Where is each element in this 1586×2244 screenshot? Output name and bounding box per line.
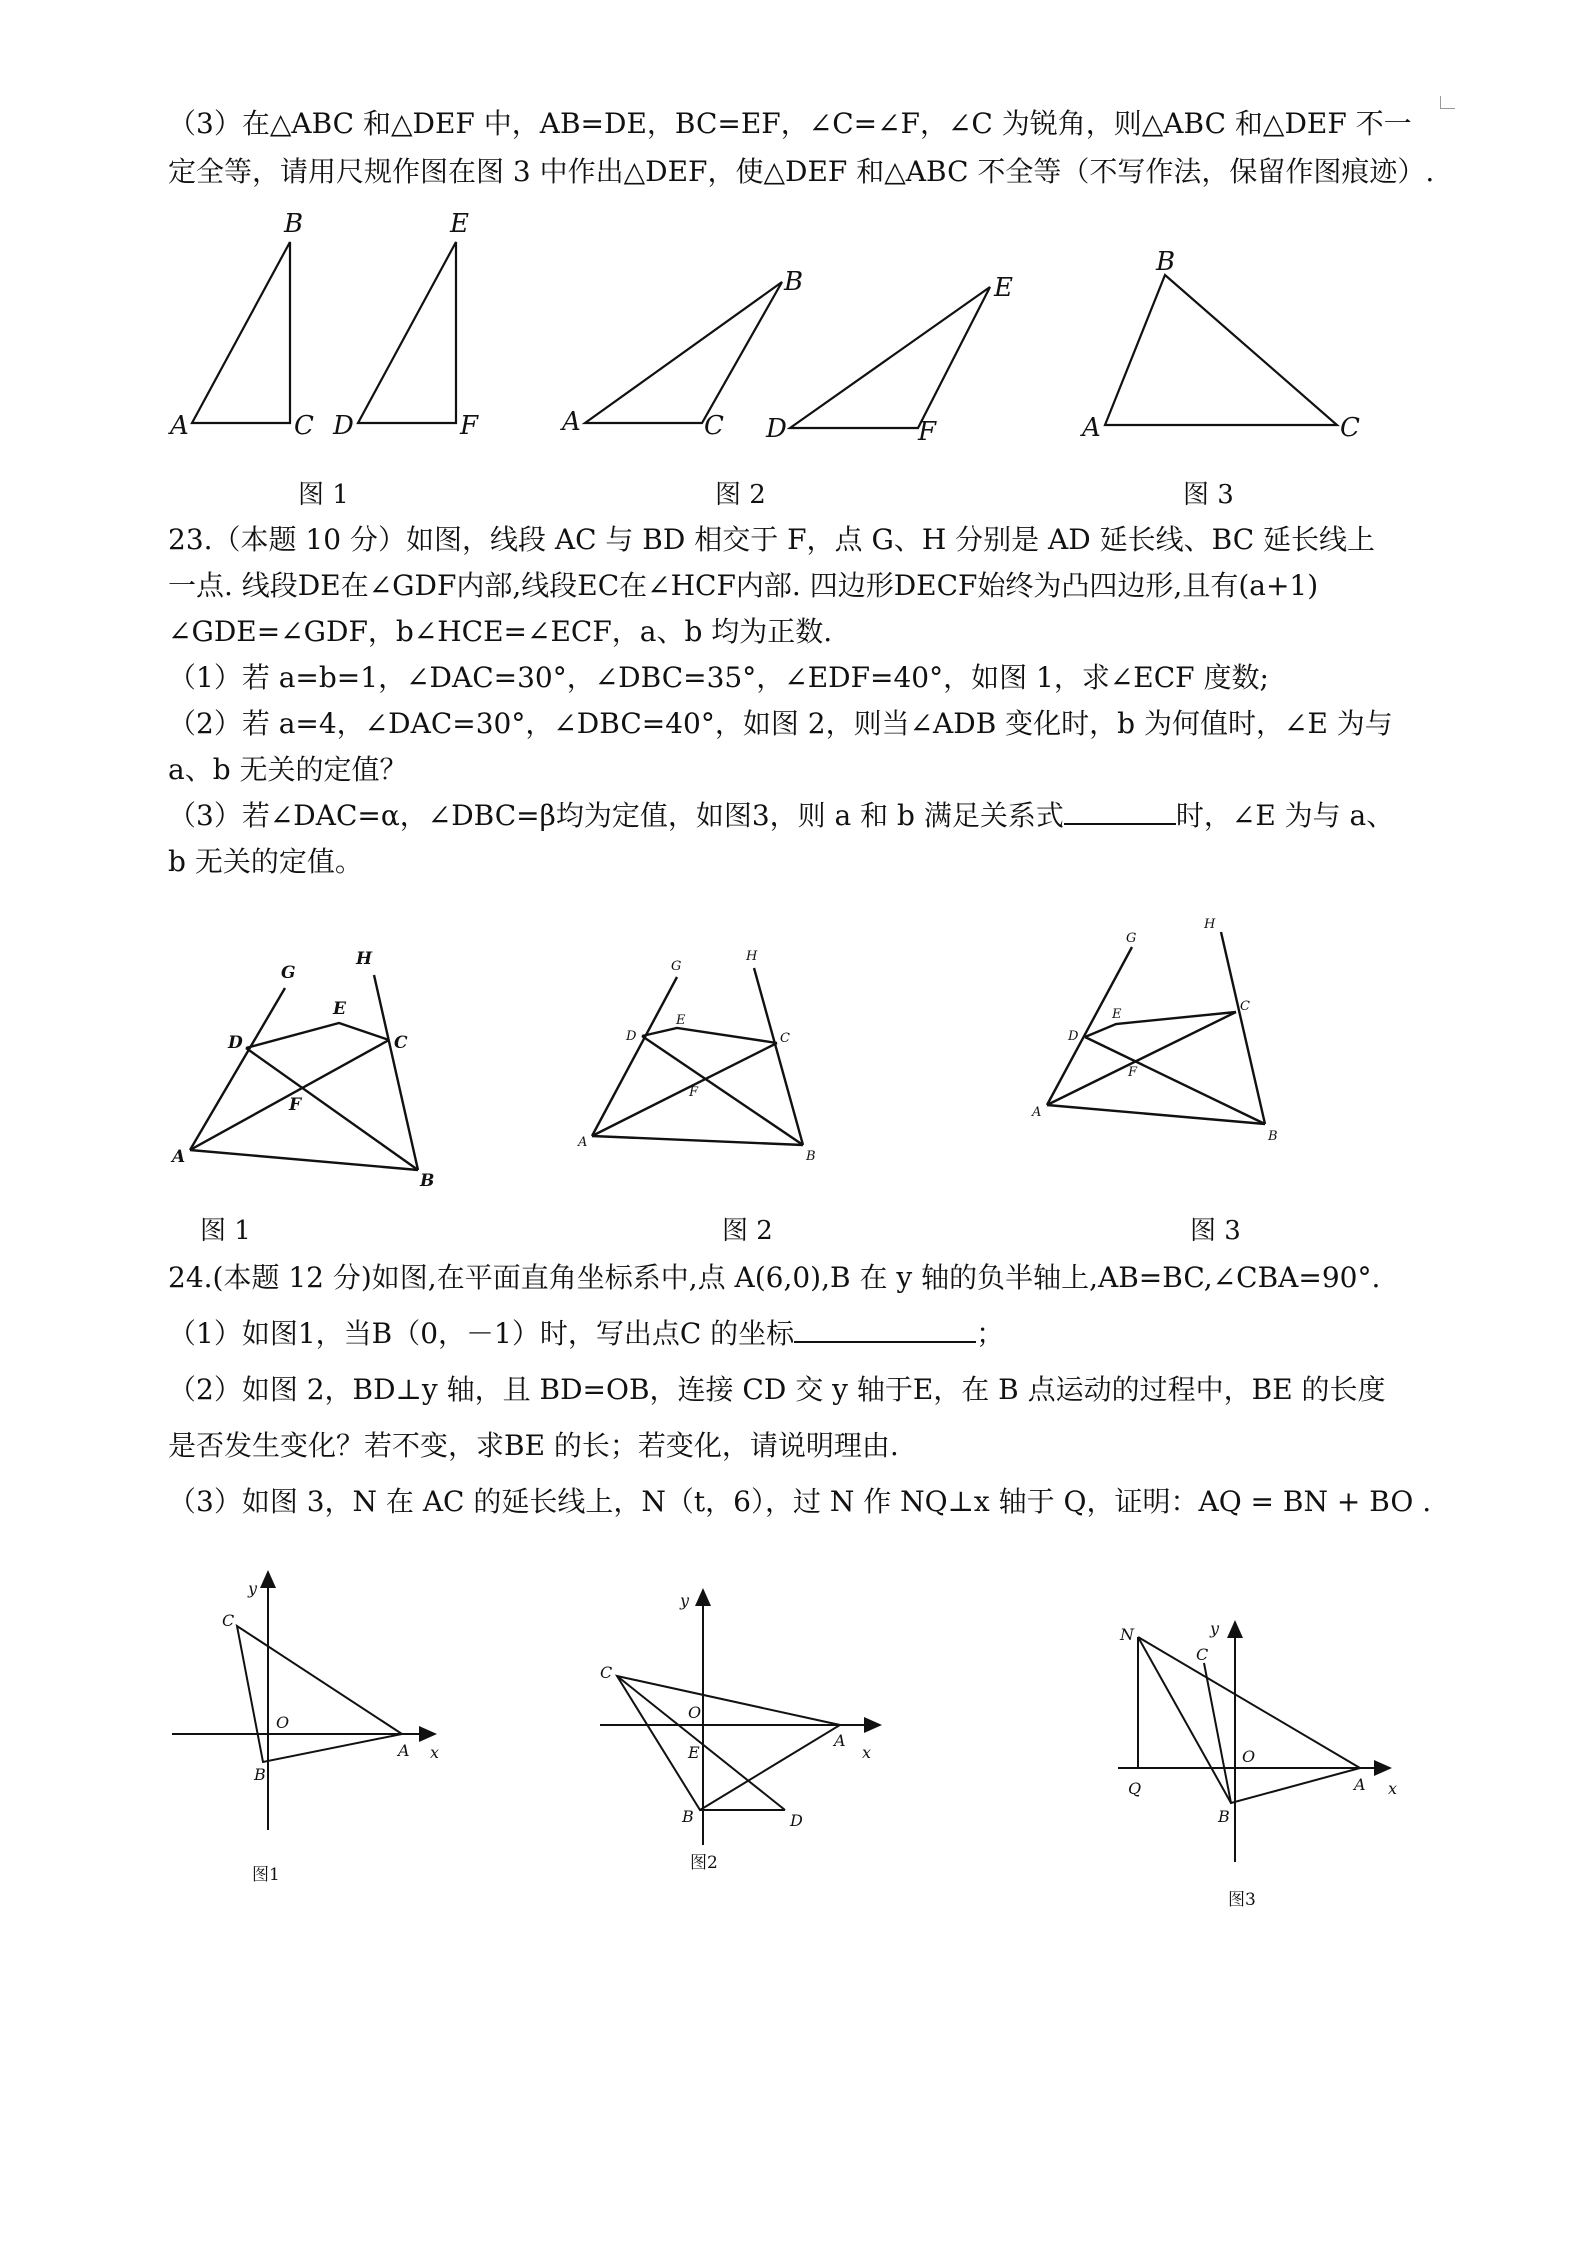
q24-fig1-origin-label: O	[276, 1713, 290, 1732]
q22-fig2-label-d: D	[766, 414, 787, 444]
q24-fig2-label-a: A	[834, 1731, 846, 1750]
q22-fig3-label-b: B	[1156, 247, 1176, 277]
q23-fig3-label-c: C	[1240, 999, 1250, 1014]
q22-fig1-label-e: E	[450, 209, 469, 239]
q23-fig2-label-d: D	[626, 1029, 637, 1044]
q23-fig2-label-c: C	[780, 1031, 790, 1046]
q23-fig3-label-b: B	[1268, 1129, 1278, 1144]
q23-fig2-label-b: B	[806, 1149, 816, 1164]
q24-fig1-label-b: B	[254, 1765, 266, 1784]
q23-part3-line2: b 无关的定值。	[168, 845, 363, 878]
q22-caption-fig2: 图 2	[715, 480, 766, 510]
q23-fig1-label-d: D	[228, 1033, 243, 1053]
q22-fig1-label-c: C	[294, 411, 314, 441]
q23-caption-fig2: 图 2	[722, 1216, 773, 1246]
q24-fig1-drawing	[172, 1572, 435, 1830]
q24-fig3-origin-label: O	[1242, 1747, 1256, 1766]
q22-fig3-label-a: A	[1082, 413, 1101, 443]
q23-fig3-label-a: A	[1032, 1105, 1042, 1120]
q23-line1: 23.（本题 10 分）如图，线段 AC 与 BD 相交于 F，点 G、H 分别是 AD 延长线、BC 延长线上	[168, 523, 1376, 556]
q23-fig3-label-g: G	[1126, 931, 1137, 946]
q22-fig1-label-f: F	[460, 411, 479, 441]
q24-fig2-label-b: B	[682, 1807, 694, 1826]
q24-fig3-x-label: x	[1388, 1779, 1398, 1798]
q24-fig2-origin-label: O	[688, 1703, 702, 1722]
q22-fig2-label-b: B	[784, 267, 804, 297]
q23-part3-text-a: （3）若∠DAC=α，∠DBC=β均为定值，如图3，则 a 和 b 满足关系式	[168, 799, 1064, 832]
q23-fig3-label-d: D	[1068, 1029, 1079, 1044]
q24-part3: （3）如图 3，N 在 AC 的延长线上，N（t，6），过 N 作 NQ⊥x 轴于 Q，证明：AQ = BN + BO .	[168, 1485, 1432, 1518]
q22-caption-fig3: 图 3	[1183, 480, 1234, 510]
q23-fig2-label-f: F	[689, 1085, 699, 1100]
q23-fig3-label-f: F	[1128, 1065, 1138, 1080]
q23-fig2-label-h: H	[746, 949, 758, 964]
q23-fig1-label-g: G	[281, 963, 296, 983]
q23-fig3-label-e: E	[1112, 1007, 1122, 1022]
q22-fig2-label-a: A	[562, 407, 581, 437]
q24-fig1-label-a: A	[398, 1741, 410, 1760]
q23-fig1-label-a: A	[172, 1147, 186, 1167]
q23-fig1-label-f: F	[289, 1095, 302, 1115]
q24-part2-line2: 是否发生变化？若不变，求BE 的长；若变化，请说明理由.	[168, 1429, 899, 1462]
q24-fig3-label-a: A	[1354, 1775, 1366, 1794]
q24-caption-fig2: 图2	[690, 1853, 718, 1873]
q23-fig1-label-h: H	[356, 949, 373, 969]
q23-caption-fig3: 图 3	[1190, 1216, 1241, 1246]
q23-part1: （1）若 a=b=1，∠DAC=30°，∠DBC=35°，∠EDF=40°，如图 1，求∠ECF 度数;	[168, 661, 1269, 694]
q24-fig2-label-e: E	[688, 1743, 700, 1762]
q24-caption-fig1: 图1	[252, 1865, 280, 1885]
q22-fig3-label-c: C	[1340, 413, 1360, 443]
q22-fig1-label-d: D	[333, 411, 354, 441]
q24-fig2-y-label: y	[680, 1591, 690, 1610]
q22-part3-line2: 定全等，请用尺规作图在图 3 中作出△DEF，使△DEF 和△ABC 不全等（不写作法，保留作图痕迹）.	[168, 155, 1435, 188]
q22-fig1-label-a: A	[170, 411, 189, 441]
q22-fig2-label-c: C	[704, 411, 724, 441]
q24-fig2-label-d: D	[790, 1811, 803, 1830]
q23-line3: ∠GDE=∠GDF，b∠HCE=∠ECF，a、b 均为正数.	[168, 615, 833, 648]
q24-fig1-label-c: C	[222, 1611, 235, 1630]
q24-part2-line1: （2）如图 2，BD⊥y 轴，且 BD=OB，连接 CD 交 y 轴于E，在 B 点运动的过程中，BE 的长度	[168, 1373, 1386, 1406]
q24-part1-text-a: （1）如图1，当B（0，－1）时，写出点C 的坐标	[168, 1317, 795, 1350]
q22-fig1-label-b: B	[284, 209, 304, 239]
q22-fig2-label-f: F	[918, 417, 937, 447]
q23-fig2-label-e: E	[676, 1013, 686, 1028]
q24-fig1-x-label: x	[430, 1743, 440, 1762]
q23-fig1-label-e: E	[333, 999, 346, 1019]
q24-line1: 24.(本题 12 分)如图,在平面直角坐标系中,点 A(6,0),B 在 y 轴的负半轴上,AB=BC,∠CBA=90°.	[168, 1261, 1381, 1294]
q24-caption-fig3: 图3	[1228, 1890, 1256, 1910]
q24-fig3-label-q: Q	[1128, 1779, 1142, 1798]
q22-caption-fig1: 图 1	[298, 480, 349, 510]
q24-fig1-y-label: y	[248, 1579, 258, 1598]
q23-part3-text-b: 时，∠E 为与 a、	[1175, 799, 1395, 832]
q23-fig2-label-a: A	[578, 1135, 588, 1150]
q24-fig3-label-n: N	[1120, 1625, 1134, 1644]
q24-fig2-x-label: x	[862, 1743, 872, 1762]
q23-fig1-label-b: B	[420, 1171, 435, 1191]
q23-fig3-label-h: H	[1204, 917, 1216, 932]
q24-fig3-label-c: C	[1196, 1645, 1209, 1664]
q23-part2-line1: （2）若 a=4，∠DAC=30°，∠DBC=40°，如图 2，则当∠ADB 变化时，b 为何值时，∠E 为与	[168, 707, 1393, 740]
q23-line2: 一点. 线段DE在∠GDF内部,线段EC在∠HCF内部. 四边形DECF始终为凸四边形,且有(a+1)	[168, 569, 1319, 602]
q23-part2-line2: a、b 无关的定值？	[168, 753, 408, 786]
q24-fig3-drawing	[1118, 1622, 1390, 1862]
q24-fig2-label-c: C	[600, 1663, 613, 1682]
q24-fig3-y-label: y	[1210, 1619, 1220, 1638]
q23-fig2-label-g: G	[671, 959, 682, 974]
q24-part1-text-b: ；	[976, 1317, 1005, 1350]
q24-fig2-drawing	[600, 1590, 880, 1845]
q22-fig2-label-e: E	[994, 273, 1013, 303]
q23-caption-fig1: 图 1	[200, 1216, 251, 1246]
q23-fig1-label-c: C	[394, 1033, 408, 1053]
q22-part3-line1: （3）在△ABC 和△DEF 中，AB=DE，BC=EF，∠C=∠F，∠C 为锐角，则△ABC 和△DEF 不一	[168, 107, 1412, 140]
q24-fig3-label-b: B	[1218, 1807, 1230, 1826]
